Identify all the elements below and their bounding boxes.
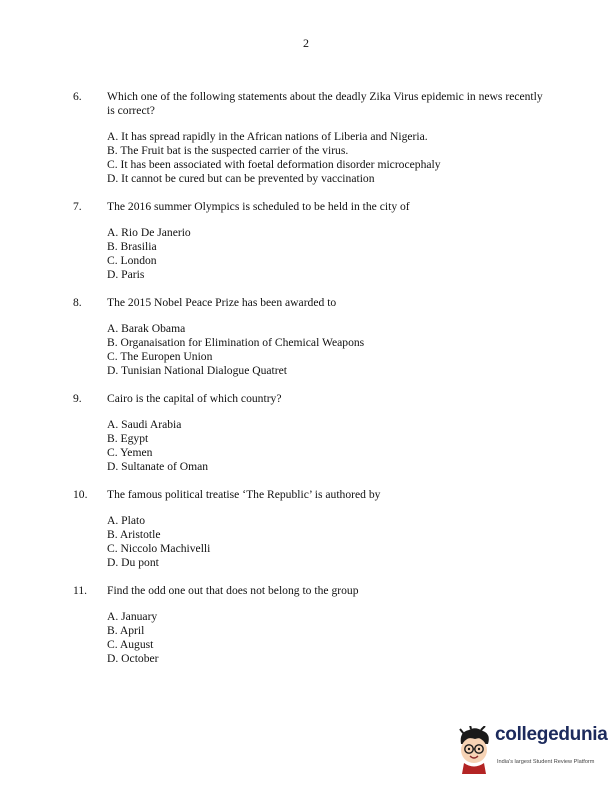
option-b: B. Organaisation for Elimination of Chemical Weapons bbox=[107, 336, 365, 349]
option-a: A. Rio De Janerio bbox=[107, 226, 191, 239]
question-text: Cairo is the capital of which country? bbox=[107, 392, 282, 405]
option-a: A. It has spread rapidly in the African nations of Liberia and Nigeria. bbox=[107, 130, 428, 143]
option-c: C. London bbox=[107, 254, 157, 267]
option-a: A. Plato bbox=[107, 514, 146, 527]
option-c: C. August bbox=[107, 638, 154, 651]
question-text: The 2016 summer Olympics is scheduled to be held in the city of bbox=[107, 200, 410, 213]
option-c: C. It has been associated with foetal deformation disorder microcephaly bbox=[107, 158, 441, 171]
question-text: The 2015 Nobel Peace Prize has been awarded to bbox=[107, 296, 337, 309]
page-number: 2 bbox=[303, 36, 309, 50]
question-text: Which one of the following statements about the deadly Zika Virus epidemic in news recently is correct? bbox=[107, 90, 543, 117]
option-d: D. October bbox=[107, 652, 159, 665]
option-d: D. It cannot be cured but can be prevented by vaccination bbox=[107, 172, 375, 185]
option-b: B. Egypt bbox=[107, 432, 149, 445]
question-10 bbox=[73, 488, 553, 570]
option-a: A. Saudi Arabia bbox=[107, 418, 182, 431]
option-d: D. Sultanate of Oman bbox=[107, 460, 209, 473]
option-b: B. The Fruit bat is the suspected carrier of the virus. bbox=[107, 144, 349, 157]
question-11 bbox=[73, 584, 553, 666]
option-d: D. Paris bbox=[107, 268, 145, 281]
brand-name: collegedunia bbox=[495, 724, 608, 745]
question-8 bbox=[73, 296, 553, 378]
question-text: Find the odd one out that does not belong to the group bbox=[107, 584, 359, 597]
question-number: 7. bbox=[73, 200, 82, 213]
question-7 bbox=[73, 200, 553, 282]
option-a: A. January bbox=[107, 610, 158, 623]
question-list bbox=[73, 90, 553, 680]
option-a: A. Barak Obama bbox=[107, 322, 186, 335]
question-9 bbox=[73, 392, 553, 474]
option-c: C. Niccolo Machivelli bbox=[107, 542, 211, 555]
question-number: 8. bbox=[73, 296, 82, 309]
option-c: C. The Europen Union bbox=[107, 350, 213, 363]
option-d: D. Du pont bbox=[107, 556, 159, 569]
mascot-icon bbox=[455, 726, 493, 774]
option-b: B. Brasilia bbox=[107, 240, 157, 253]
collegedunia-logo bbox=[455, 724, 608, 774]
question-number: 11. bbox=[73, 584, 88, 597]
option-c: C. Yemen bbox=[107, 446, 153, 459]
question-6 bbox=[73, 90, 553, 186]
question-number: 6. bbox=[73, 90, 82, 103]
option-d: D. Tunisian National Dialogue Quatret bbox=[107, 364, 288, 377]
question-text: The famous political treatise ‘The Republic’ is authored by bbox=[107, 488, 381, 501]
question-number: 9. bbox=[73, 392, 82, 405]
option-b: B. Aristotle bbox=[107, 528, 161, 541]
question-number: 10. bbox=[73, 488, 88, 501]
brand-tagline: India's largest Student Review Platform bbox=[497, 759, 595, 765]
option-b: B. April bbox=[107, 624, 145, 637]
